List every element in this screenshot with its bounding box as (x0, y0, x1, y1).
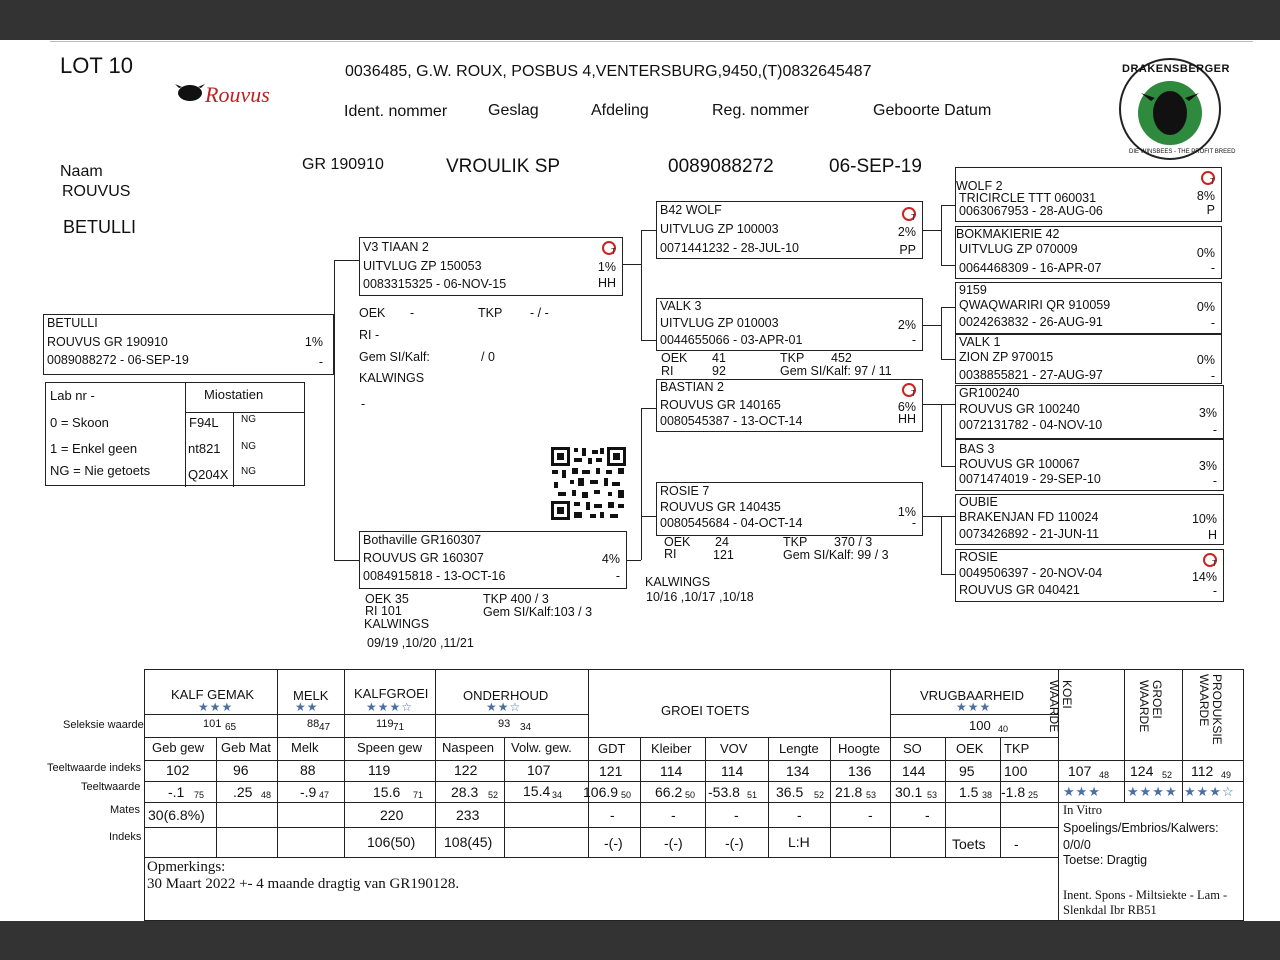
rosie7-ri: RI (664, 547, 677, 561)
val-reg: 0089088272 (668, 156, 774, 177)
tw-index-cell: 95 (959, 763, 975, 779)
inent-line2: Slenkdal Ibr RB51 (1063, 903, 1157, 917)
sel-kalfgroei-sub: 71 (393, 722, 405, 733)
naam-line2: BETULLI (63, 217, 137, 237)
mates-cell: - (610, 807, 615, 823)
stars-kalf-gemak: ★★★ (198, 700, 234, 714)
ggp-box-8: ROSIE 0049506397 - 20-NOV-04 14% ROUVUS GR 040421 - T (955, 549, 1224, 602)
sire-kalwings: KALWINGS (359, 371, 425, 385)
naam-label: Naam (60, 163, 103, 180)
gp-box-4: ROSIE 7 ROUVUS GR 140435 1% 0080545684 - 04-OCT-14 - (656, 482, 923, 536)
group-vrugbaarheid: VRUGBAARHEID (920, 688, 1025, 703)
gp-box-1: B42 WOLF UITVLUG ZP 100003 2% 0071441232 - 28-JUL-10 PP T (656, 201, 923, 259)
group-onderhoud: ONDERHOUD (463, 688, 549, 703)
col-geb-mat: Geb Mat (221, 740, 271, 755)
tw-cell: -.1 (168, 784, 185, 800)
tw-cell-sub: 48 (261, 790, 272, 800)
svg-text:T: T (1212, 559, 1217, 568)
stars-vrugbaarheid: ★★★ (956, 700, 992, 714)
tw-cell: 66.2 (655, 784, 683, 800)
tw-cell: 1.5 (959, 784, 979, 800)
toetse-label: Toetse: Dragtig (1063, 853, 1148, 867)
in-vitro-label: In Vitro (1063, 803, 1102, 817)
svg-text:T: T (1210, 177, 1215, 186)
mates-cell: - (925, 807, 930, 823)
tw-index-cell: 114 (721, 763, 744, 779)
indeks-cell: -(-) (725, 835, 744, 851)
dam-ri: RI 101 (365, 604, 402, 618)
sel-kalfgroei: 119 (376, 718, 394, 730)
valk3-tkp: TKP (780, 351, 805, 365)
col-oek: OEK (956, 741, 984, 756)
rouvus-logo: Rouvus (175, 78, 287, 112)
col-speen-gew: Speen gew (357, 740, 423, 755)
group-kalf-gemak: KALF GEMAK (171, 687, 255, 702)
top-bar (0, 0, 1280, 40)
tw-cell-sub: 34 (552, 790, 563, 800)
ggp-box-5: GR100240 ROUVUS GR 100240 3% 0072131782 - 04-NOV-10 - (955, 385, 1224, 439)
mates-cell: - (734, 807, 739, 823)
tw-cell-sub: 50 (685, 790, 696, 800)
tw-index-cell: 122 (454, 762, 478, 778)
header-rule (50, 41, 1253, 42)
valk3-ri: RI (661, 364, 674, 378)
tw-cell-sub: 47 (319, 790, 330, 800)
bottom-bar (0, 921, 1280, 960)
rosie7-tkp: TKP (783, 535, 808, 549)
group-groei-waarde: GROEI WAARDE (1137, 680, 1164, 733)
col-geslag: Geslag (488, 102, 539, 119)
drakensberger-logo: DRAKENSBERGER DIE WINSBEES - THE PROFIT BREED (1113, 53, 1227, 163)
tw-cell: 106.9 (583, 784, 619, 800)
naam-line1: ROUVUS (62, 183, 131, 200)
tw-cell-sub: 25 (1028, 790, 1039, 800)
tw-cell: 15.4 (523, 783, 551, 799)
col-gdt: GDT (598, 741, 626, 756)
rosie7-oek: OEK (664, 535, 691, 549)
mates-cell: 233 (456, 807, 480, 823)
col-naspeen: Naspeen (442, 740, 495, 755)
dam-oek: OEK 35 (365, 592, 409, 606)
rosie7-tkp-value: 370 / 3 (834, 535, 873, 549)
group-kalfgroei: KALFGROEI (354, 686, 429, 701)
sire-tkp-value: - / - (530, 306, 549, 320)
tw-index-cell: 102 (166, 762, 190, 778)
gt-icon (902, 206, 918, 222)
tw-cell-sub: 38 (982, 790, 993, 800)
col-hoogte: Hoogte (838, 741, 880, 756)
tw-cell: 28.3 (451, 784, 479, 800)
tw-index-cell: 96 (233, 762, 249, 778)
tw-cell-sub: 50 (621, 790, 632, 800)
tw-index-cell: 107 (527, 762, 551, 778)
produksie-waarde-stars: ★★★☆ (1184, 784, 1235, 799)
dam-kalwings-value: 09/19 ,10/20 ,11/21 (367, 636, 474, 650)
col-melk: Melk (291, 740, 319, 755)
col-geboorte: Geboorte Datum (873, 102, 992, 119)
val-geboorte: 06-SEP-19 (829, 156, 922, 177)
col-afdeling: Afdeling (591, 102, 649, 119)
row-label-mates: Mates (110, 804, 140, 816)
col-tkp: TKP (1004, 741, 1030, 756)
tw-cell: 21.8 (835, 784, 863, 800)
val-geslag: VROULIK SP (446, 156, 561, 177)
group-produksie-waarde: PRODUKSIE WAARDE (1197, 674, 1224, 745)
valk3-oek-value: 41 (712, 351, 726, 365)
lot-number: LOT 10 (60, 53, 133, 78)
dam-box: Bothaville GR160307 ROUVUS GR 160307 4% 0084915818 - 13-OCT-16 - (359, 531, 627, 589)
valk3-tkp-value: 452 (831, 351, 852, 365)
opmerkings-label: Opmerkings: (147, 859, 226, 875)
indeks-cell: -(-) (604, 835, 623, 851)
col-kleiber: Kleiber (651, 741, 692, 756)
opmerkings-text: 30 Maart 2022 +- 4 maande dragtig van GR190128. (147, 876, 460, 892)
gp-box-2: VALK 3 UITVLUG ZP 010003 2% 0044655066 - 03-APR-01 - (656, 298, 923, 351)
valk3-ri-value: 92 (712, 364, 726, 378)
gt-icon (602, 240, 618, 256)
sire-tkp: TKP (478, 306, 503, 320)
produksie-waarde-index: 112 (1191, 763, 1214, 779)
gt-icon (902, 382, 918, 398)
ggp-box-2: BOKMAKIERIE 42 UITVLUG ZP 070009 0% 0064468309 - 16-APR-07 - (955, 226, 1222, 279)
svg-text:T: T (911, 213, 916, 222)
qr-code[interactable] (550, 446, 627, 521)
mates-cell: 220 (380, 807, 404, 823)
col-vov: VOV (720, 741, 748, 756)
tw-cell-sub: 51 (747, 790, 758, 800)
sel-vrugbaarheid-sub: 40 (998, 724, 1009, 734)
sire-kalwings-value: - (361, 397, 366, 411)
rosie7-kalwings-value: 10/16 ,10/17 ,10/18 (646, 590, 754, 604)
sel-kalf-gemak-sub: 65 (225, 722, 237, 733)
valk3-oek: OEK (661, 351, 688, 365)
tw-cell: .25 (233, 784, 253, 800)
sire-gem-value: / 0 (481, 350, 495, 364)
lab-box: Lab nr - Miostatien 0 = Skoon F94L NG 1 = Enkel geen nt821 NG NG = Nie getoets Q204X NG (45, 382, 305, 486)
col-reg: Reg. nommer (712, 102, 809, 119)
koei-waarde-index: 107 (1068, 763, 1092, 779)
ggp-box-3: 9159 QWAQWARIRI QR 910059 0% 0024263832 - 26-AUG-91 - (955, 282, 1222, 334)
tw-cell-sub: 53 (866, 790, 877, 800)
spoelings-value: 0/0/0 (1063, 838, 1091, 852)
tw-index-cell: 119 (368, 762, 391, 778)
rosie7-kalwings: KALWINGS (645, 575, 711, 589)
rosie7-ri-value: 121 (713, 548, 734, 562)
tw-index-cell: 121 (599, 763, 623, 779)
sire-oek-value: - (410, 306, 415, 320)
row-label-tw-index: Teeltwaarde indeks (47, 762, 142, 774)
tw-cell-sub: 52 (488, 790, 499, 800)
connector-sire (641, 230, 642, 340)
indeks-cell: Toets (952, 836, 986, 852)
sel-vrugbaarheid: 100 (969, 718, 991, 733)
rosie7-oek-value: 24 (715, 535, 729, 549)
koei-waarde-stars: ★★★ (1063, 784, 1101, 799)
ggp-box-6: BAS 3 ROUVUS GR 100067 3% 0071474019 - 29-SEP-10 - (955, 439, 1224, 491)
tw-cell: 15.6 (373, 784, 401, 800)
animal-box: BETULLI ROUVUS GR 190910 1% 0089088272 - 06-SEP-19 - (43, 314, 334, 375)
sel-onderhoud-sub: 34 (520, 722, 532, 733)
stars-melk: ★★ (295, 700, 319, 714)
indeks-cell: - (1014, 836, 1019, 852)
tw-index-cell: 136 (848, 763, 872, 779)
sel-kalf-gemak: 101 (203, 718, 222, 730)
connector-animal (334, 260, 335, 560)
mates-cell: - (868, 807, 873, 823)
tw-cell: 36.5 (776, 784, 804, 800)
ggp-box-1: WOLF 2 TRICIRCLE TTT 060031 8% 0063067953 - 28-AUG-06 P T (955, 167, 1222, 222)
dam-gem: Gem SI/Kalf:103 / 3 (483, 605, 593, 619)
sel-melk: 88 (307, 718, 320, 730)
tw-cell: -1.8 (1001, 784, 1026, 800)
sire-gem: Gem SI/Kalf: (359, 350, 430, 364)
tw-index-cell: 144 (902, 763, 926, 779)
inent-line1: Inent. Spons - Miltsiekte - Lam - (1063, 888, 1228, 902)
col-ident: Ident. nommer (344, 103, 448, 120)
ggp-box-4: VALK 1 ZION ZP 970015 0% 0038855821 - 27-AUG-97 - (955, 334, 1222, 384)
gt-icon (1203, 552, 1219, 568)
row-label-tw: Teeltwaarde (81, 781, 141, 793)
mates-cell: 30(6.8%) (148, 807, 205, 823)
col-volw-gew: Volw. gew. (511, 740, 572, 755)
svg-text:T: T (911, 389, 916, 398)
produksie-waarde-sub: 49 (1221, 770, 1232, 780)
rosie7-gem: Gem SI/Kalf: 99 / 3 (783, 548, 889, 562)
dam-kalwings: KALWINGS (364, 617, 430, 631)
tw-index-cell: 100 (1004, 763, 1028, 779)
gt-icon (1201, 170, 1217, 186)
spoelings-label: Spoelings/Embrios/Kalwers: (1063, 821, 1219, 835)
stars-onderhoud: ★★☆ (486, 700, 522, 714)
tw-cell: 30.1 (895, 784, 923, 800)
val-ident: GR 190910 (302, 156, 384, 173)
tw-index-cell: 114 (660, 763, 683, 779)
tw-cell-sub: 52 (814, 790, 825, 800)
tw-cell: -53.8 (708, 784, 740, 800)
row-label-seleksie: Seleksie waarde (63, 719, 144, 731)
indeks-cell: 108(45) (444, 834, 493, 850)
indeks-cell: -(-) (664, 835, 683, 851)
indeks-cell: 106(50) (367, 834, 416, 850)
groei-waarde-stars: ★★★★ (1127, 784, 1178, 799)
col-geb-gew: Geb gew (152, 740, 205, 755)
gp-box-3: BASTIAN 2 ROUVUS GR 140165 6% 0080545387 - 13-OCT-14 HH T (656, 379, 923, 432)
ggp-box-7: OUBIE BRAKENJAN FD 110024 10% 0073426892 - 21-JUN-11 H (955, 494, 1224, 545)
mates-cell: - (671, 807, 676, 823)
sire-oek: OEK (359, 306, 386, 320)
tw-index-cell: 88 (300, 762, 316, 778)
tw-cell-sub: 71 (413, 790, 424, 800)
groei-waarde-sub: 52 (1162, 770, 1173, 780)
group-melk: MELK (293, 688, 329, 703)
dam-tkp: TKP 400 / 3 (483, 592, 549, 606)
sel-melk-sub: 47 (319, 722, 331, 733)
sire-box: V3 TIAAN 2 UITVLUG ZP 150053 1% 0083315325 - 06-NOV-15 HH T (359, 237, 623, 296)
indeks-cell: L:H (788, 834, 810, 850)
col-lengte: Lengte (779, 741, 819, 756)
tw-index-cell: 134 (786, 763, 810, 779)
owner-line: 0036485, G.W. ROUX, POSBUS 4,VENTERSBURG,9450,(T)0832645487 (345, 63, 872, 80)
tw-cell-sub: 53 (927, 790, 938, 800)
mates-cell: - (797, 807, 802, 823)
svg-text:T: T (611, 247, 616, 256)
row-label-indeks: Indeks (109, 831, 142, 843)
koei-waarde-sub: 48 (1099, 770, 1110, 780)
sire-ri: RI - (359, 328, 380, 342)
connector-dam (641, 408, 642, 516)
group-groei-toets: GROEI TOETS (661, 703, 750, 718)
stars-kalfgroei: ★★★☆ (366, 700, 414, 714)
col-so: SO (903, 741, 922, 756)
sel-onderhoud: 93 (498, 718, 511, 730)
tw-cell-sub: 75 (194, 790, 205, 800)
group-koei-waarde: KOEI WAARDE (1047, 680, 1074, 733)
groei-waarde-index: 124 (1130, 763, 1154, 779)
valk3-gem: Gem SI/Kalf: 97 / 11 (780, 364, 892, 378)
tw-cell: -.9 (300, 784, 317, 800)
